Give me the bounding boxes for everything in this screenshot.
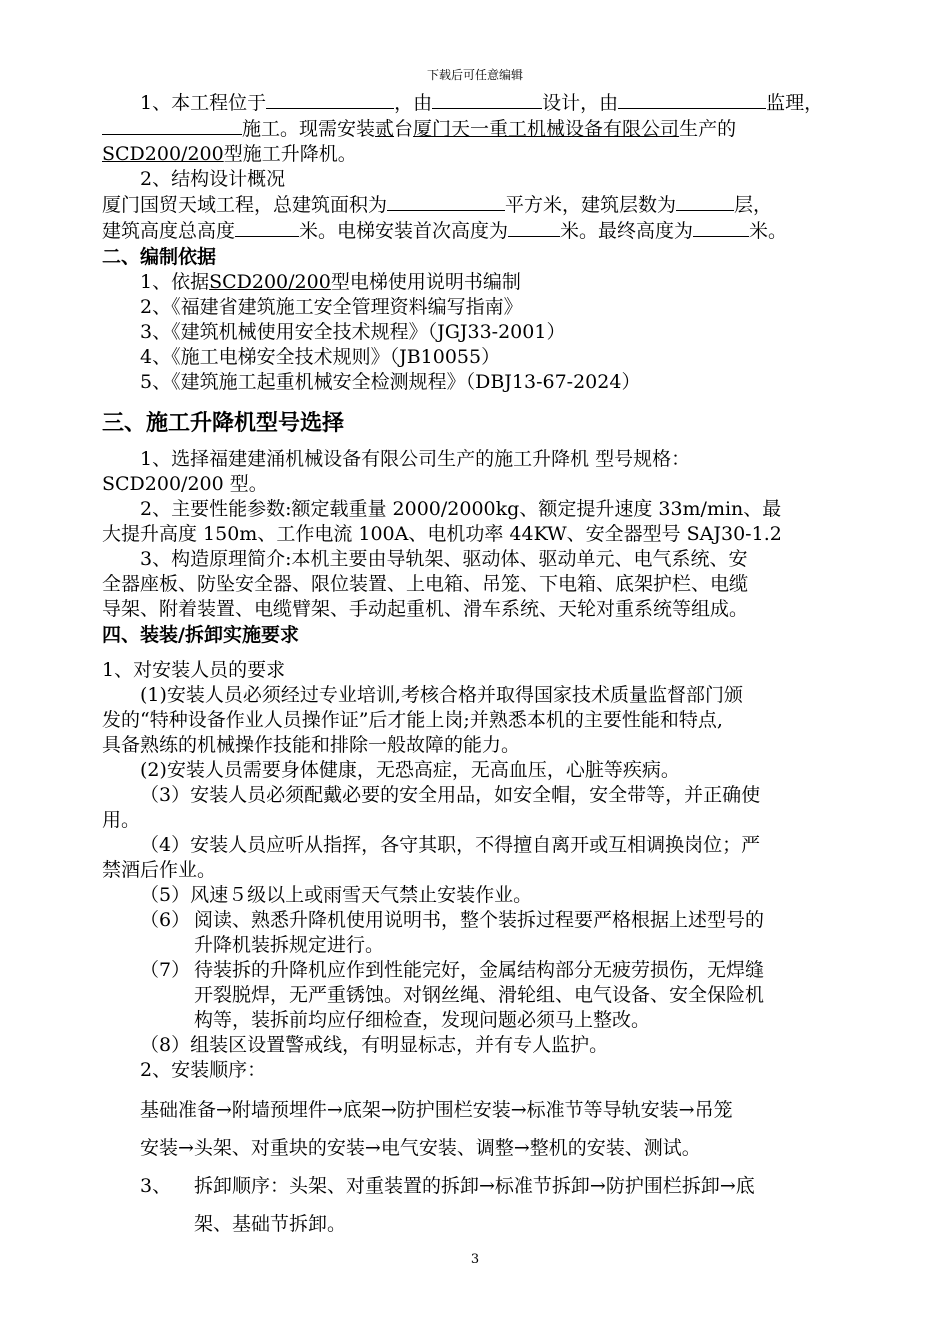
req-1a: (1)安装人员必须经过专业培训,考核合格并取得国家技术质量监督部门颁: [140, 684, 743, 706]
basis-item-4: 4、《施工电梯安全技术规则》（JB10055）: [140, 346, 501, 368]
req-1b: 发的“特种设备作业人员操作证”后才能上岗;并熟悉本机的主要性能和特点,: [102, 709, 723, 731]
document-body: [102, 90, 874, 1243]
model-number: SCD200/200: [209, 271, 331, 293]
basis-item-1: [102, 270, 874, 295]
text: 米。最终高度为: [560, 220, 694, 242]
req-5: （5）风速５级以上或雨雪天气禁止安装作业。: [140, 884, 533, 906]
basis-item-3: 3、《建筑机械使用安全技术规程》（JGJ33-2001）: [140, 321, 566, 343]
model-para-3a: 3、构造原理简介:本机主要由导轨架、驱动体、驱动单元、电气系统、安: [140, 548, 748, 570]
req-7: [102, 958, 874, 1033]
text: 施工。现需安装: [242, 118, 376, 140]
text: 型电梯使用说明书编制: [330, 271, 521, 293]
text: 平方米，建筑层数为: [505, 194, 677, 216]
req-3a: （3）安装人员必须配戴必要的安全用品，如安全帽，安全带等，并正确使: [140, 784, 761, 806]
model-para-3b: 全器座板、防坠安全器、限位装置、上电箱、吊笼、下电箱、底架护栏、电缆: [102, 573, 749, 595]
model-para-2a: 2、主要性能参数:额定载重量 2000/2000kg、额定提升速度 33m/min、最: [140, 498, 782, 520]
intro-line-2: [102, 116, 874, 142]
req-4b: 禁酒后作业。: [102, 859, 217, 881]
item-text: [194, 958, 874, 1033]
req-1c: 具备熟练的机械操作技能和排除一般故障的能力。: [102, 734, 521, 756]
blank-height: [235, 218, 299, 237]
basis-item-2: 2、《福建省建筑施工安全管理资料编写指南》: [140, 296, 523, 318]
basis-item-5: 5、《建筑施工起重机械安全检测规程》（DBJ13-67-2024）: [140, 371, 641, 393]
blank-location: [266, 90, 394, 109]
item-number: （6）: [140, 909, 191, 931]
section-model-title: 三、施工升降机型号选择: [102, 411, 345, 436]
text: 设计，由: [542, 92, 619, 114]
intro-line-3: [102, 142, 874, 167]
blank-supervisor: [618, 90, 766, 109]
req-3b: 用。: [102, 809, 141, 831]
text: 厦门国贸天域工程，总建筑面积为: [102, 194, 388, 216]
text: 台: [394, 118, 414, 140]
text: 型施工升降机。: [223, 143, 357, 165]
page-number: 3: [470, 1252, 480, 1267]
text: 1、本工程位于: [140, 92, 267, 114]
text: 监理，: [766, 92, 824, 114]
text: 拆卸顺序：头架、对重装置的拆卸→标准节拆卸→防护围栏拆卸→底: [194, 1175, 755, 1197]
page-header: 下载后可任意编辑: [426, 68, 523, 82]
model-para-1a: 1、选择福建建涌机械设备有限公司生产的施工升降机 型号规格：: [140, 448, 691, 470]
manufacturer: 厦门天一重工机械设备有限公司: [413, 118, 680, 140]
blank-contractor: [102, 116, 242, 135]
req-2: (2)安装人员需要身体健康，无恐高症，无高血压，心脏等疾病。: [140, 759, 680, 781]
quantity: 贰: [375, 118, 395, 140]
text: 建筑高度总高度: [102, 220, 236, 242]
item-text: [194, 1167, 874, 1243]
item-number: 3、: [140, 1175, 172, 1197]
intro-line-1: [102, 90, 874, 116]
text: 架、基础节拆卸。: [194, 1213, 347, 1235]
text: 1、依据: [140, 271, 210, 293]
text: 待装拆的升降机应作到性能完好，金属结构部分无疲劳损伤，无焊缝: [194, 959, 765, 981]
model-para-1b: SCD200/200 型。: [102, 473, 268, 495]
blank-floors: [676, 192, 734, 211]
order-line-2: 安装→头架、对重块的安装→电气安装、调整→整机的安装、测试。: [140, 1137, 701, 1159]
structure-line-2: [102, 218, 874, 244]
order-line-1: 基础准备→附墙预埋件→底架→防护围栏安装→标准节等导轨安装→吊笼: [140, 1099, 733, 1121]
model-para-3c: 导架、附着装置、电缆臂架、手动起重机、滑车系统、天轮对重系统等组成。: [102, 598, 749, 620]
text: 层，: [734, 194, 773, 216]
blank-first-height: [508, 218, 560, 237]
text: ，由: [394, 92, 433, 114]
order-title: 2、安装顺序：: [140, 1059, 267, 1081]
blank-final-height: [693, 218, 749, 237]
disassembly-order: [102, 1167, 874, 1243]
req-8: （8）组装区设置警戒线，有明显标志，并有专人监护。: [140, 1034, 609, 1056]
model-para-2b: 大提升高度 150m、工作电流 100A、电机功率 44KW、安全器型号 SAJ30-1.2: [102, 523, 782, 545]
structure-title: 2、结构设计概况: [140, 168, 286, 190]
text: 构等，装拆前均应仔细检查，发现问题必须马上整改。: [194, 1009, 651, 1031]
text: 米。电梯安装首次高度为: [299, 220, 509, 242]
text: 米。: [749, 220, 788, 242]
req-4a: （4）安装人员应听从指挥，各守其职，不得擅自离开或互相调换岗位；严: [140, 834, 761, 856]
req-6: [102, 908, 874, 958]
item-number: （7）: [140, 959, 191, 981]
model-number: SCD200/200: [102, 143, 224, 165]
blank-designer: [432, 90, 542, 109]
structure-line-1: [102, 192, 874, 218]
text: 开裂脱焊，无严重锈蚀。对钢丝绳、滑轮组、电气设备、安全保险机: [194, 984, 765, 1006]
requirements-title: 1、对安装人员的要求: [102, 659, 286, 681]
text: 升降机装拆规定进行。: [194, 934, 385, 956]
text: 生产的: [679, 118, 737, 140]
item-text: [194, 908, 874, 958]
text: 阅读、熟悉升降机使用说明书，整个装拆过程要严格根据上述型号的: [194, 909, 765, 931]
section-basis-title: 二、编制依据: [102, 246, 217, 268]
section-install-title: 四、装装/拆卸实施要求: [102, 624, 299, 646]
blank-area: [387, 192, 505, 211]
